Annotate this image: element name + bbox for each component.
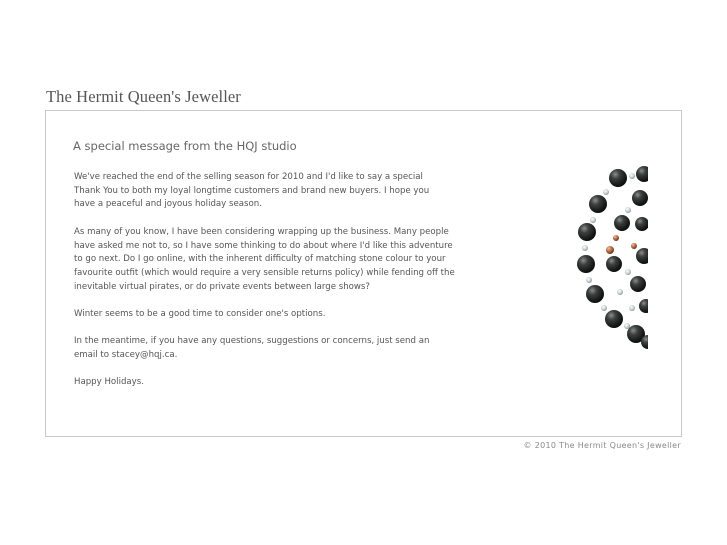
message-line: In the meantime, if you have any questions, suggestions or concerns, just send an [74,336,430,347]
message-line: to go next. Do I go online, with the inherent difficulty of matching stone colour to your [74,254,446,265]
paragraph-season-thanks [74,171,474,212]
pearl-bracelet-image [576,166,648,351]
email-link[interactable]: stacey@hqj.ca [111,350,175,361]
message-line: We've reached the end of the selling season for 2010 and I'd like to say a special [74,172,423,182]
paragraph-sign-off [74,376,474,390]
email-suffix: . [174,350,178,361]
message-line: have a peaceful and joyous holiday season. [74,199,262,210]
message-line: Winter seems to be a good time to consider one's options. [74,309,326,319]
paragraph-winter-options [74,308,474,322]
message-line: have asked me not to, so I have some thinking to do about where I'd like this adventure [74,240,453,251]
pearl-bracelet-graphic [576,166,648,351]
content-box [45,110,682,437]
site-title: The Hermit Queen's Jeweller [46,87,241,106]
message-heading: A special message from the HQJ studio [73,139,297,153]
paragraph-contact [74,335,474,362]
footer-copyright: © 2010 The Hermit Queen's Jeweller [523,441,681,450]
email-prefix: email to [74,350,112,361]
message-body [74,171,474,404]
message-line [74,349,474,363]
message-line: Thank You to both my loyal longtime customers and brand new buyers. I hope you [74,185,430,196]
message-line: As many of you know, I have been considering wrapping up the business. Many people [74,226,449,237]
message-line: favourite outfit (which would require a very sensible returns policy) while fending off the [74,267,455,278]
paragraph-business-plans [74,226,474,295]
message-line: Happy Holidays. [74,377,144,388]
message-line: inevitable virtual pirates, or do private events between large shows? [74,281,370,292]
